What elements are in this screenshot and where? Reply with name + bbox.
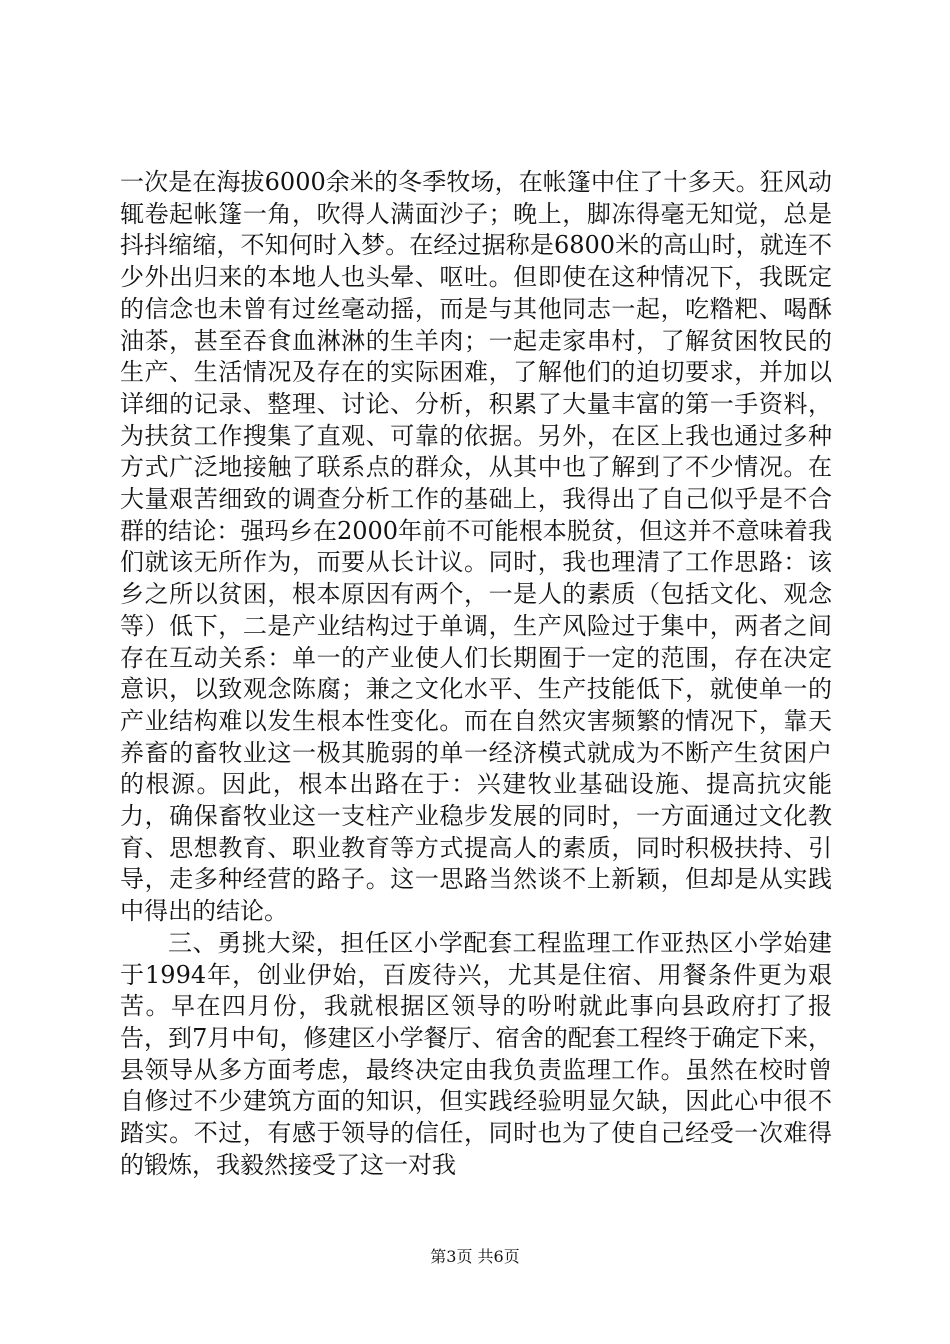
paragraph-2: 三、勇挑大梁，担任区小学配套工程监理工作亚热区小学始建于1994年，创业伊始，百废待兴，尤其是住宿、用餐条件更为艰苦。早在四月份，我就根据区领导的吩咐就此事向县政府打了报告，到7月中旬，修建区小学餐厅、宿舍的配套工程终于确定下来，县领导从多方面考虑，最终决定由我负责监理工作。虽然在校时曾自修过不少建筑方面的知识，但实践经验明显欠缺，因此心中很不踏实。不过，有感于领导的信任，同时也为了使自己经受一次难得的锻炼，我毅然接受了这一对我 bbox=[120, 928, 832, 1179]
page-footer: 第3页 共6页 bbox=[430, 1247, 520, 1266]
body-text bbox=[120, 167, 832, 1182]
paragraph-1: 一次是在海拔6000余米的冬季牧场，在帐篷中住了十多天。狂风动辄卷起帐篷一角，吹得人满面沙子；晚上，脚冻得毫无知觉，总是抖抖缩缩，不知何时入梦。在经过据称是6800米的高山时，就连不少外出归来的本地人也头晕、呕吐。但即使在这种情况下，我既定的信念也未曾有过丝毫动摇，而是与其他同志一起，吃糌粑、喝酥油茶，甚至吞食血淋淋的生羊肉；一起走家串村，了解贫困牧民的生产、生活情况及存在的实际困难，了解他们的迫切要求，并加以详细的记录、整理、讨论、分析，积累了大量丰富的第一手资料，为扶贫工作搜集了直观、可靠的依据。另外，在区上我也通过多种方式广泛地接触了联系点的群众，从其中也了解到了不少情况。在大量艰苦细致的调查分析工作的基础上，我得出了自己似乎是不合群的结论：强玛乡在2000年前不可能根本脱贫，但这并不意味着我们就该无所作为，而要从长计议。同时，我也理清了工作思路：该乡之所以贫困，根本原因有两个，一是人的素质（包括文化、观念等）低下，二是产业结构过于单调，生产风险过于集中，两者之间存在互动关系：单一的产业使人们长期囿于一定的范围，存在决定意识，以致观念陈腐；兼之文化水平、生产技能低下，就使单一的产业结构难以发生根本性变化。而在自然灾害频繁的情况下，靠天养畜的畜牧业这一极其脆弱的单一经济模式就成为不断产生贫困户的根源。因此，根本出路在于：兴建牧业基础设施、提高抗灾能力，确保畜牧业这一支柱产业稳步发展的同时，一方面通过文化教育、思想教育、职业教育等方式提高人的素质，同时积极扶持、引导，走多种经营的路子。这一思路当然谈不上新颖，但却是从实践中得出的结论。 bbox=[120, 168, 832, 926]
